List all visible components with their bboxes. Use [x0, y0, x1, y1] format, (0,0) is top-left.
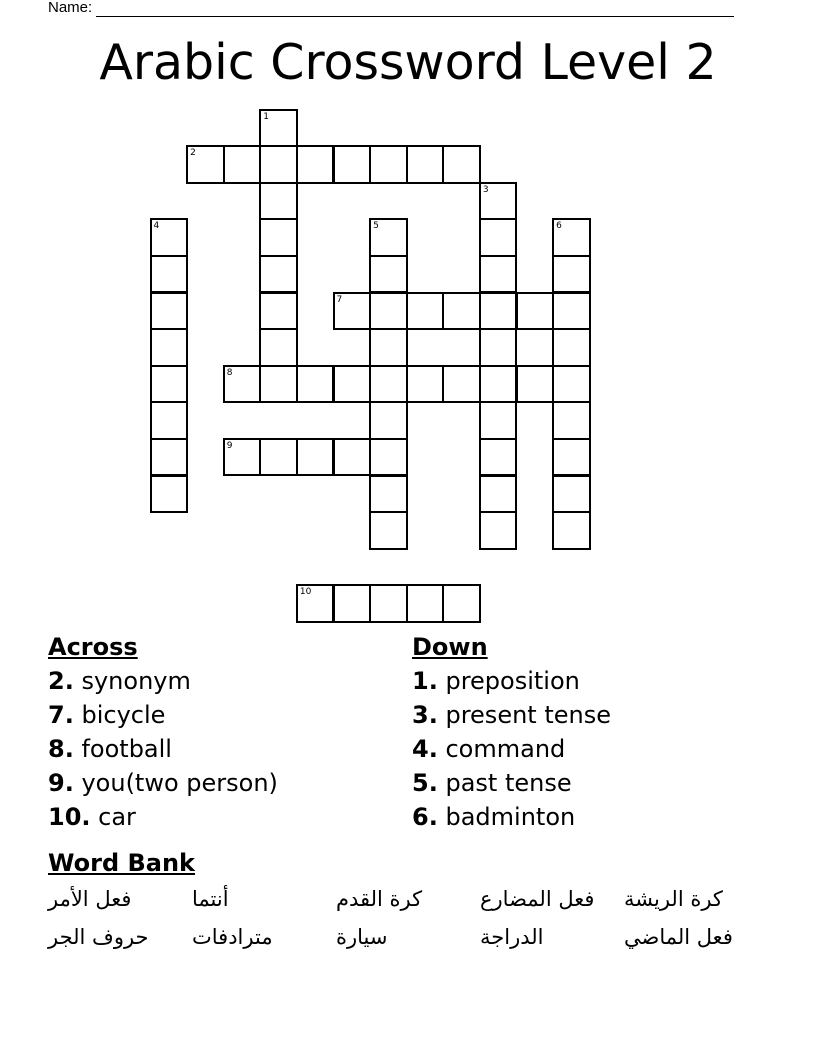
- crossword-cell[interactable]: [552, 218, 591, 257]
- crossword-cell[interactable]: [406, 145, 445, 184]
- across-clue: [48, 766, 278, 800]
- across-clue: [48, 732, 278, 766]
- crossword-cell[interactable]: [296, 584, 335, 623]
- crossword-cell[interactable]: [369, 255, 408, 294]
- crossword-cell[interactable]: [223, 365, 262, 404]
- crossword-cell[interactable]: [442, 365, 481, 404]
- across-heading: Across: [48, 633, 138, 661]
- across-clue: [48, 664, 278, 698]
- crossword-cell[interactable]: [369, 292, 408, 331]
- crossword-cell[interactable]: [296, 365, 335, 404]
- down-heading: Down: [412, 633, 488, 661]
- word-bank-item: كرة القدم: [336, 887, 423, 911]
- crossword-cell[interactable]: [259, 218, 298, 257]
- cell-number: 7: [336, 294, 343, 305]
- crossword-cell[interactable]: [150, 292, 189, 331]
- crossword-cell[interactable]: [333, 145, 372, 184]
- crossword-cell[interactable]: [333, 292, 372, 331]
- clue-text: past tense: [445, 769, 572, 797]
- crossword-cell[interactable]: [406, 584, 445, 623]
- down-clue: [412, 766, 611, 800]
- crossword-cell[interactable]: [296, 145, 335, 184]
- crossword-cell[interactable]: [259, 328, 298, 367]
- clue-text: preposition: [445, 667, 580, 695]
- crossword-cell[interactable]: [479, 438, 518, 477]
- crossword-cell[interactable]: [259, 145, 298, 184]
- crossword-cell[interactable]: [552, 292, 591, 331]
- crossword-cell[interactable]: [223, 145, 262, 184]
- crossword-cell[interactable]: [150, 401, 189, 440]
- clue-text: badminton: [445, 803, 576, 831]
- crossword-cell[interactable]: [369, 438, 408, 477]
- clue-text: car: [98, 803, 136, 831]
- word-bank-item: فعل الماضي: [624, 925, 733, 949]
- crossword-cell[interactable]: [333, 438, 372, 477]
- crossword-cell[interactable]: [259, 365, 298, 404]
- clue-text: bicycle: [81, 701, 166, 729]
- crossword-cell[interactable]: [259, 182, 298, 221]
- crossword-cell[interactable]: [369, 511, 408, 550]
- clue-text: present tense: [445, 701, 611, 729]
- crossword-cell[interactable]: [259, 292, 298, 331]
- cell-number: 2: [190, 148, 196, 159]
- crossword-cell[interactable]: [552, 255, 591, 294]
- crossword-cell[interactable]: [552, 328, 591, 367]
- name-label: Name:: [48, 0, 93, 16]
- crossword-cell[interactable]: [259, 255, 298, 294]
- crossword-cell[interactable]: [442, 292, 481, 331]
- crossword-cell[interactable]: [150, 365, 189, 404]
- cell-number: 4: [153, 221, 160, 232]
- crossword-cell[interactable]: [369, 401, 408, 440]
- crossword-cell[interactable]: [479, 365, 518, 404]
- down-clue: [412, 698, 611, 732]
- crossword-cell[interactable]: [333, 365, 372, 404]
- crossword-cell[interactable]: [479, 292, 518, 331]
- clue-text: you(two person): [81, 769, 278, 797]
- crossword-cell[interactable]: [552, 511, 591, 550]
- clue-number: 3.: [412, 701, 438, 729]
- clue-number: 7.: [48, 701, 74, 729]
- crossword-cell[interactable]: [259, 438, 298, 477]
- clue-text: synonym: [81, 667, 191, 695]
- crossword-cell[interactable]: [552, 365, 591, 404]
- word-bank-item: كرة الريشة: [624, 887, 723, 911]
- clue-number: 9.: [48, 769, 74, 797]
- cell-number: 10: [299, 587, 312, 598]
- crossword-cell[interactable]: [369, 475, 408, 514]
- crossword-cell[interactable]: [479, 475, 518, 514]
- word-bank-item: فعل المضارع: [480, 887, 595, 911]
- word-bank-item: سيارة: [336, 925, 388, 949]
- crossword-cell[interactable]: [479, 401, 518, 440]
- crossword-cell[interactable]: [516, 365, 555, 404]
- down-clue: [412, 732, 611, 766]
- cell-number: 6: [556, 221, 562, 232]
- word-bank-item: حروف الجر: [48, 925, 149, 949]
- crossword-cell[interactable]: [369, 145, 408, 184]
- across-clue: [48, 800, 278, 834]
- cell-number: 3: [482, 184, 489, 195]
- cell-number: 9: [226, 440, 233, 451]
- crossword-cell[interactable]: [150, 328, 189, 367]
- crossword-cell[interactable]: [150, 475, 189, 514]
- clue-number: 10.: [48, 803, 91, 831]
- crossword-cell[interactable]: [223, 438, 262, 477]
- cell-number: 8: [226, 367, 233, 378]
- crossword-cell[interactable]: [259, 109, 298, 148]
- clue-number: 6.: [412, 803, 438, 831]
- clue-text: command: [445, 735, 566, 763]
- clue-number: 4.: [412, 735, 438, 763]
- clue-number: 8.: [48, 735, 74, 763]
- crossword-cell[interactable]: [442, 145, 481, 184]
- crossword-cell[interactable]: [442, 584, 481, 623]
- down-clue: [412, 800, 611, 834]
- crossword-cell[interactable]: [150, 255, 189, 294]
- crossword-cell[interactable]: [186, 145, 225, 184]
- across-clue: [48, 698, 278, 732]
- crossword-cell[interactable]: [479, 328, 518, 367]
- page-title: Arabic Crossword Level 2: [99, 34, 717, 91]
- word-bank-item: مترادفات: [192, 925, 273, 949]
- cell-number: 5: [373, 221, 379, 232]
- word-bank-item: فعل الأمر: [48, 887, 132, 911]
- crossword-cell[interactable]: [552, 475, 591, 514]
- clue-number: 1.: [412, 667, 438, 695]
- crossword-cell[interactable]: [333, 584, 372, 623]
- crossword-cell[interactable]: [369, 584, 408, 623]
- clue-text: football: [81, 735, 172, 763]
- clue-number: 5.: [412, 769, 438, 797]
- word-bank-item: أنتما: [192, 887, 229, 911]
- cell-number: 1: [263, 111, 270, 122]
- crossword-cell[interactable]: [552, 401, 591, 440]
- crossword-cell[interactable]: [552, 438, 591, 477]
- crossword-cell[interactable]: [369, 365, 408, 404]
- crossword-cell[interactable]: [406, 292, 445, 331]
- crossword-cell[interactable]: [369, 218, 408, 257]
- crossword-cell[interactable]: [479, 511, 518, 550]
- word-bank-heading: Word Bank: [48, 849, 196, 877]
- crossword-cell[interactable]: [516, 292, 555, 331]
- word-bank-item: الدراجة: [480, 925, 544, 949]
- crossword-cell[interactable]: [406, 365, 445, 404]
- down-clues: [412, 630, 611, 834]
- down-clue: [412, 664, 611, 698]
- crossword-cell[interactable]: [479, 218, 518, 257]
- crossword-cell[interactable]: [369, 328, 408, 367]
- clue-number: 2.: [48, 667, 74, 695]
- crossword-cell[interactable]: [150, 438, 189, 477]
- crossword-cell[interactable]: [296, 438, 335, 477]
- crossword-cell[interactable]: [479, 182, 518, 221]
- crossword-cell[interactable]: [150, 218, 189, 257]
- crossword-cell[interactable]: [479, 255, 518, 294]
- across-clues: [48, 630, 278, 834]
